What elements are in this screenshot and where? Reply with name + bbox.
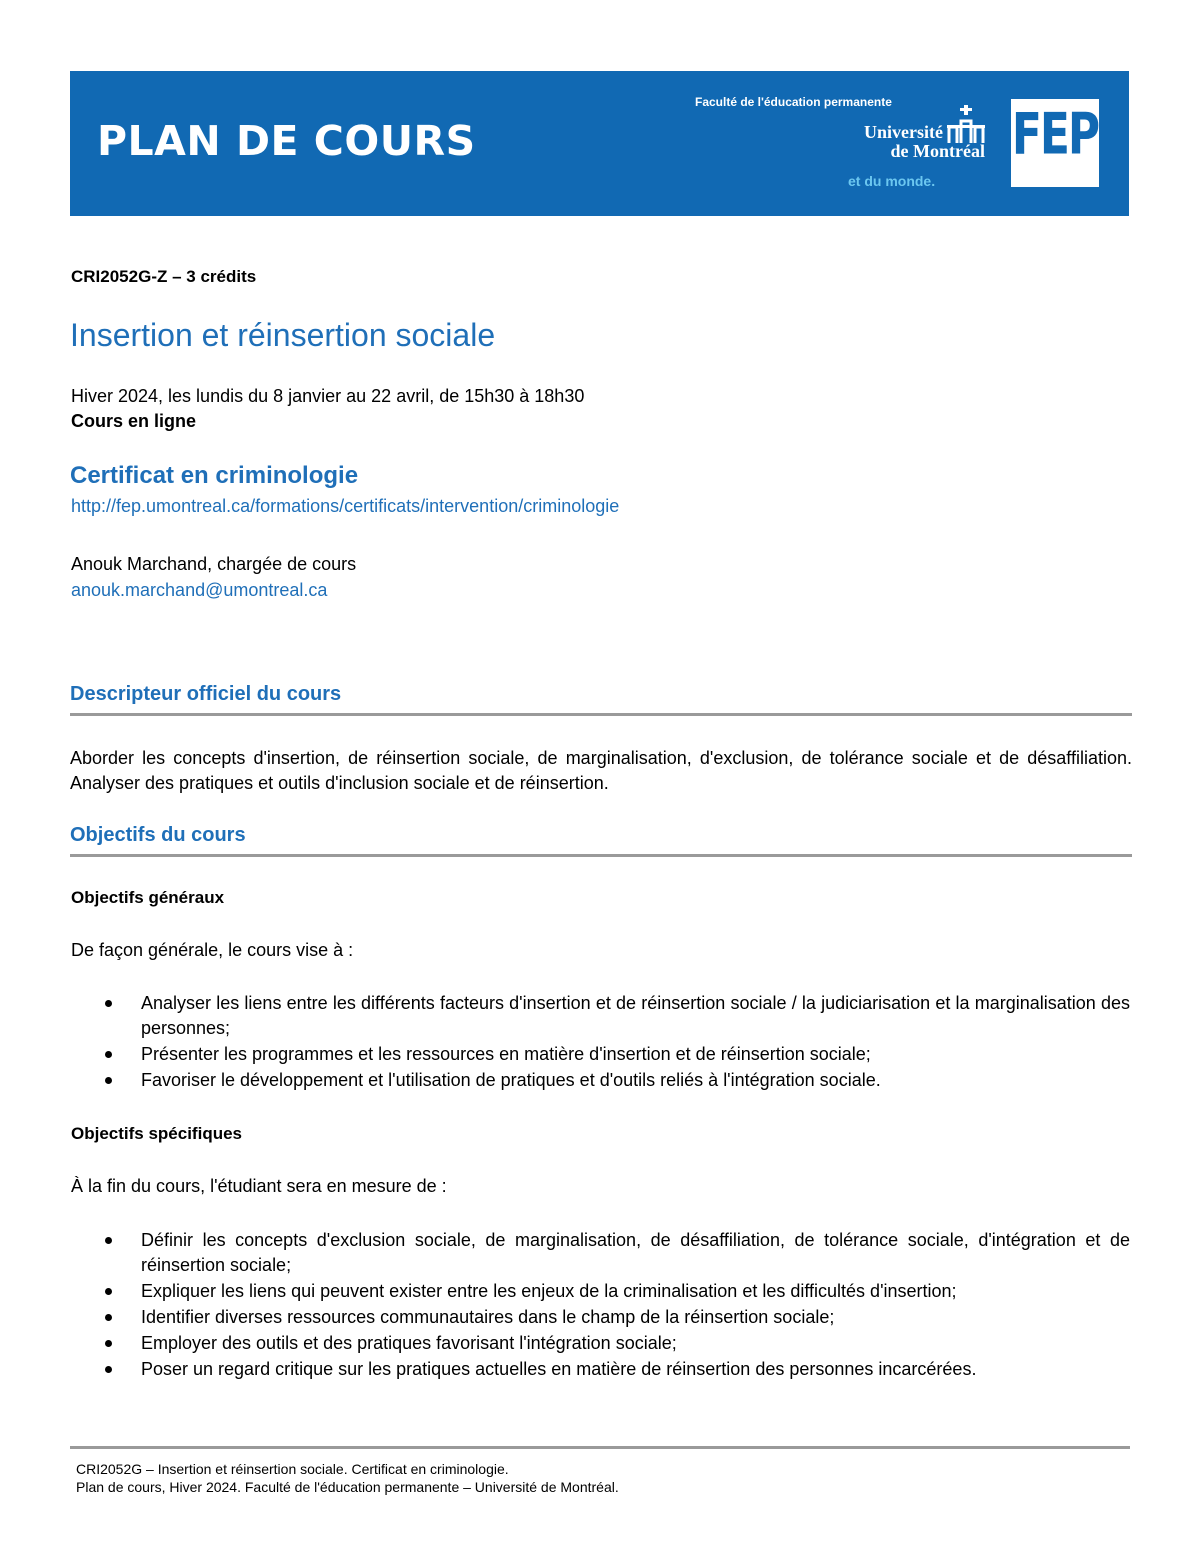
list-item <box>70 1305 1130 1330</box>
footer-divider <box>70 1446 1130 1449</box>
bullet-icon <box>105 1366 112 1373</box>
faculty-name: Faculté de l'éducation permanente <box>695 95 892 109</box>
list-item <box>70 1228 1130 1278</box>
bullet-icon <box>105 1051 112 1058</box>
program-link[interactable]: http://fep.umontreal.ca/formations/certificats/intervention/criminologie <box>71 496 620 516</box>
header-banner <box>70 71 1129 216</box>
list-item-text: Analyser les liens entre les différents facteurs d'insertion et de réinsertion sociale / la judiciarisation et la marginalisation des personnes; <box>141 993 1130 1038</box>
university-name-line1: Université <box>864 122 943 142</box>
list-item-text: Expliquer les liens qui peuvent exister entre les enjeux de la criminalisation et les difficultés d'insertion; <box>141 1281 957 1301</box>
descriptor-heading: Descripteur officiel du cours <box>70 683 342 705</box>
fep-logo-text: FEP <box>1011 101 1099 168</box>
university-logo <box>825 123 985 163</box>
footer-line-1: CRI2052G – Insertion et réinsertion sociale. Certificat en criminologie. <box>76 1461 509 1477</box>
page-title: PLAN DE COURS <box>97 117 476 165</box>
course-schedule: Hiver 2024, les lundis du 8 janvier au 22 avril, de 15h30 à 18h30 <box>71 386 585 406</box>
bullet-icon <box>105 1000 112 1007</box>
list-item <box>70 991 1130 1041</box>
instructor-email-link[interactable]: anouk.marchand@umontreal.ca <box>71 580 328 600</box>
course-code: CRI2052G-Z – 3 crédits <box>71 267 257 286</box>
bullet-icon <box>105 1340 112 1347</box>
fep-logo <box>1011 99 1099 187</box>
list-item <box>70 1042 1130 1067</box>
general-objectives-list <box>70 991 1130 1094</box>
list-item <box>70 1279 1130 1304</box>
objectives-heading: Objectifs du cours <box>70 824 246 846</box>
list-item-text: Favoriser le développement et l'utilisation de pratiques et d'outils reliés à l'intégration sociale. <box>141 1070 881 1090</box>
bullet-icon <box>105 1237 112 1244</box>
bullet-icon <box>105 1077 112 1084</box>
course-title: Insertion et réinsertion sociale <box>70 317 496 353</box>
specific-objectives-list <box>70 1228 1130 1383</box>
descriptor-text: Aborder les concepts d'insertion, de réinsertion sociale, de marginalisation, d'exclusion, de tolérance sociale et de désaffiliation. Analyser des pratiques et outils d'inclusion sociale et de réinsertion. <box>70 748 1132 793</box>
list-item-text: Présenter les programmes et les ressources en matière d'insertion et de réinsertion sociale; <box>141 1044 871 1064</box>
section-divider <box>70 713 1132 716</box>
list-item <box>70 1331 1130 1356</box>
specific-objectives-heading: Objectifs spécifiques <box>71 1124 242 1143</box>
list-item <box>70 1357 1130 1382</box>
course-mode: Cours en ligne <box>71 411 197 431</box>
program-name: Certificat en criminologie <box>70 462 359 489</box>
section-divider <box>70 854 1132 857</box>
general-objectives-intro: De façon générale, le cours vise à : <box>71 940 354 960</box>
university-emblem-icon <box>947 105 985 145</box>
list-item-text: Poser un regard critique sur les pratiques actuelles en matière de réinsertion des personnes incarcérées. <box>141 1359 977 1379</box>
instructor-name: Anouk Marchand, chargée de cours <box>71 554 357 574</box>
list-item-text: Définir les concepts d'exclusion sociale, de marginalisation, de désaffiliation, de tolérance sociale, d'intégration et de réinsertion sociale; <box>141 1230 1130 1275</box>
specific-objectives-intro: À la fin du cours, l'étudiant sera en mesure de : <box>71 1176 447 1196</box>
list-item-text: Identifier diverses ressources communautaires dans le champ de la réinsertion sociale; <box>141 1307 835 1327</box>
footer-line-2: Plan de cours, Hiver 2024. Faculté de l'éducation permanente – Université de Montréal. <box>76 1479 619 1495</box>
list-item-text: Employer des outils et des pratiques favorisant l'intégration sociale; <box>141 1333 677 1353</box>
general-objectives-heading: Objectifs généraux <box>71 888 225 907</box>
bullet-icon <box>105 1314 112 1321</box>
bullet-icon <box>105 1288 112 1295</box>
university-name-line2: de Montréal <box>890 141 985 161</box>
list-item <box>70 1068 1130 1093</box>
tagline: et du monde. <box>848 173 936 189</box>
